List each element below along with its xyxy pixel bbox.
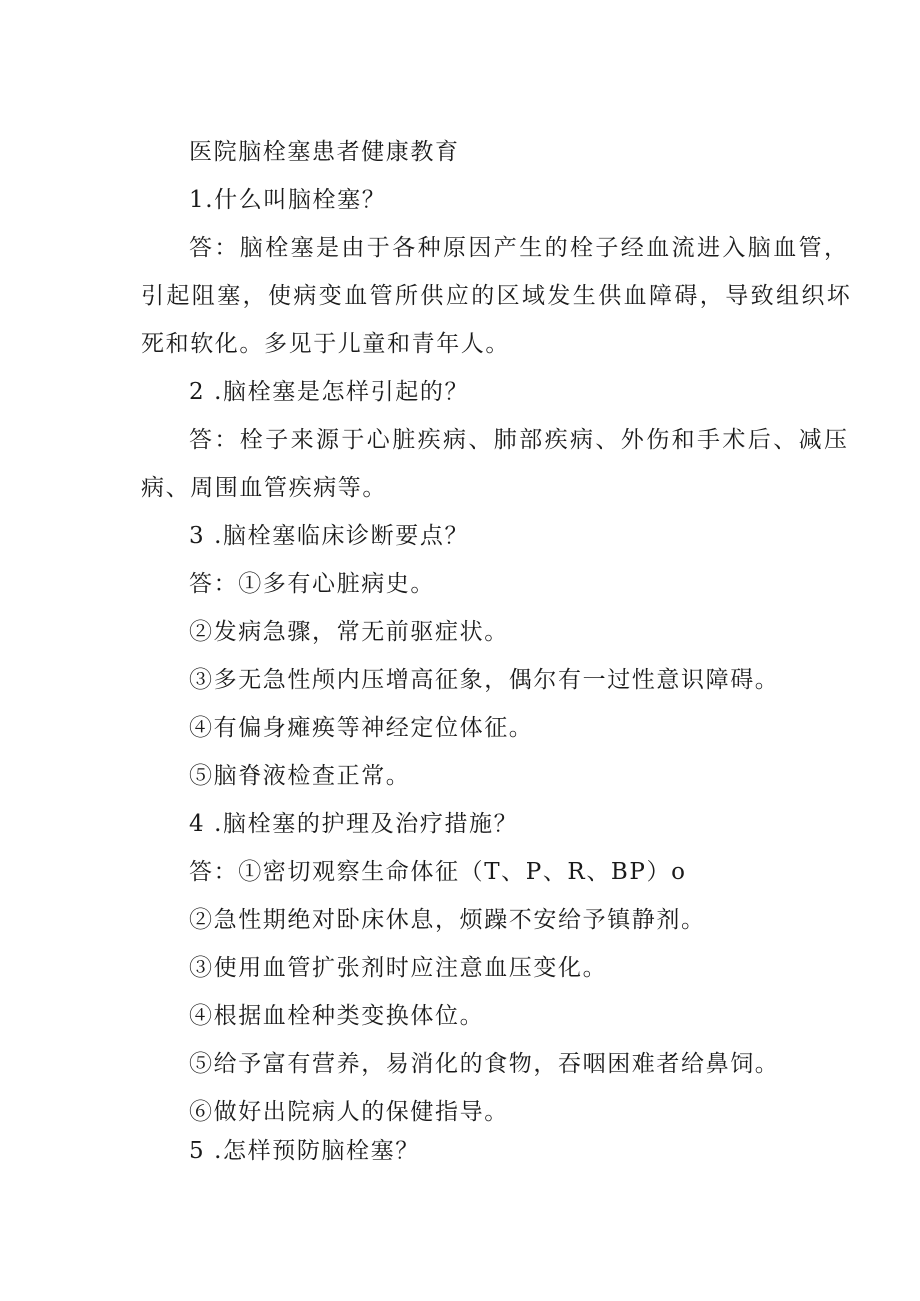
- answer-4-point-6: ⑥做好出院病人的保健指导。: [189, 1099, 509, 1125]
- answer-1-line-3: 死和软化。多见于儿童和青年人。: [141, 331, 510, 357]
- answer-3-point-4: ④有偏身瘫痪等神经定位体征。: [189, 715, 534, 741]
- answer-2-line-1: 答：栓子来源于心脏疾病、肺部疾病、外伤和手术后、减压: [189, 427, 850, 453]
- answer-4-point-1: 答：①密切观察生命体征（T、P、R、BP）o: [189, 859, 687, 885]
- question-1: 1.什么叫脑栓塞？: [189, 187, 387, 213]
- answer-2-line-2: 病、周围血管疾病等。: [141, 475, 387, 501]
- answer-4-point-5: ⑤给予富有营养，易消化的食物，吞咽困难者给鼻饲。: [189, 1051, 780, 1077]
- question-2: 2 .脑栓塞是怎样引起的？: [189, 379, 470, 405]
- answer-3-point-5: ⑤脑脊液检查正常。: [189, 763, 411, 789]
- answer-1-line-1: 答：脑栓塞是由于各种原因产生的栓子经血流进入脑血管，: [189, 235, 850, 261]
- answer-4-point-2: ②急性期绝对卧床休息，烦躁不安给予镇静剂。: [189, 907, 706, 933]
- question-5: 5 .怎样预防脑栓塞？: [189, 1138, 420, 1164]
- answer-3-point-2: ②发病急骤，常无前驱症状。: [189, 619, 509, 645]
- answer-4-point-3: ③使用血管扩张剂时应注意血压变化。: [189, 955, 608, 981]
- question-4: 4 .脑栓塞的护理及治疗措施？: [189, 811, 519, 837]
- answer-3-point-3: ③多无急性颅内压增高征象，偶尔有一过性意识障碍。: [189, 667, 780, 693]
- answer-4-point-4: ④根据血栓种类变换体位。: [189, 1003, 485, 1029]
- answer-1-line-2: 引起阻塞，使病变血管所供应的区域发生供血障碍，导致组织坏: [141, 283, 853, 309]
- question-3: 3 .脑栓塞临床诊断要点？: [189, 523, 470, 549]
- document-title: 医院脑栓塞患者健康教育: [189, 139, 460, 165]
- answer-3-point-1: 答：①多有心脏病史。: [189, 571, 435, 597]
